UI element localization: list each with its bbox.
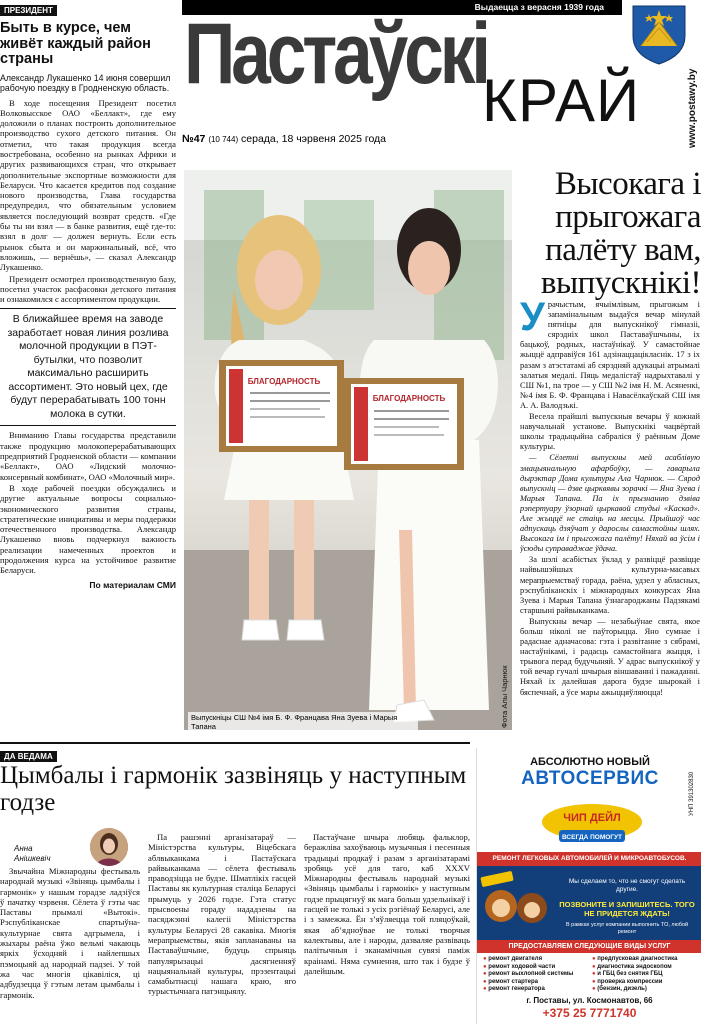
ad-call-to-action: ПОЗВОНИТЕ И ЗАПИШИТЕСЬ. ТОГО НЕ ПРИДЕТСЯ ЖДАТЬ! (559, 900, 695, 918)
newspaper-subtitle: КРАЙ (482, 67, 641, 134)
car-service-advertisement (476, 748, 701, 1024)
coat-of-arms-icon (627, 2, 691, 66)
photo-caption: Выпускніцы СШ №4 імя Б. Ф. Францава Яна Зуева і Марыя Тапана (188, 712, 418, 732)
main-article-body (520, 300, 700, 740)
highlight-box: В ближайшее время на заводе заработает новая линия розлива молочной продукции в ПЭТ-бутылки, что позволит максимально расширить ассортимент. Это новый цех, где будут перерабатывать 100 тонн молока в сутки. (0, 308, 176, 426)
article-paragraph: рачыстым, ячыімлівым, прыгожым і запамінальным выдаўся вечар мінулай пятніцы для выпускнікоў гімназіі, сярэдніх школ Паставаўшчыны, іх бацькоў, родных, настаўнікаў. У самастойнае жыццё адправіўся 161 адзінаццацікласнік. 17 з іх разам з атэстатамі аб сярэдняй адукацыі атрымалі залатыя медалі. Пяць медалістаў надрыхтавалі у СШ №1, па трое — у СШ №2 імя Н. М. Асяненкі, №4 імя Б. Ф. Францава і Навасёлкаўскай СШ імя А. А. Валодзькі. (520, 300, 700, 410)
service-item: ● ремонт двигателя (483, 956, 588, 964)
author-avatar (90, 828, 128, 866)
author-name: Анна Анішкевіч (14, 844, 51, 863)
article-headline: Цымбалы і гармонік зазвіняць у наступным годзе (0, 762, 467, 816)
website-url[interactable]: www.postawy.by (687, 68, 698, 148)
service-item: ● проверка компрессии (592, 979, 697, 987)
section-tag: ДА ВЕДАМА (0, 751, 57, 762)
ad-services-heading: ПРЕДОСТАВЛЯЕМ СЛЕДУЮЩИЕ ВИДЫ УСЛУГ (477, 940, 701, 953)
issue-line: №47 (10 744) серада, 18 чэрвеня 2025 года (182, 133, 387, 145)
brand-logo (537, 800, 647, 848)
service-item: ● диагностика эндоскопом (592, 964, 697, 972)
section-divider (0, 742, 470, 744)
ad-phone[interactable]: +375 25 7771740 (542, 1006, 637, 1020)
service-item: ● (бензин, дизель) (592, 986, 697, 994)
ad-services-list (483, 956, 697, 994)
article-paragraph: Вниманию Главы государства представили также продукцию молокоперерабатывающих предприятий Гродненской области — компании «Беллакт», ОАО «Лидский молочно-консервный комбинат», ОАО «Молочный мир». (0, 430, 176, 482)
article-paragraph: Президент осмотрел производственную базу, посетил участок расфасовки детского питания и ознакомился с ассортиментом продукции. (0, 273, 176, 305)
section-tag: ПРЕЗИДЕНТ (0, 5, 57, 16)
article-column (0, 866, 140, 1024)
ad-header: АБСОЛЮТНО НОВЫЙ АВТОСЕРВИС (521, 756, 659, 789)
ad-message: Мы сделаем то, что не смогут сделать другие. (568, 878, 686, 893)
article-paragraph: Звычайна Міжнародны фестываль народнай музыкі «Звіняць цымбалы і гармонік» у нашым горадзе ладзіўся ў пачатку чэрвеня. Сёлета ў гэты час Паставы прымалі «Вытокі». Рэспубліканскае спартыўна-культурнае свята адгрымела, і жыхары раёна ўжо вельмі чакаюць яркіх ўсходняй і найлепшых пэмоцыяй ад народнай падзеі. У той жа час многія цікавіліся, ці адбудзецца ў гэтым летам цымбалы і гармонік. (0, 866, 140, 1000)
cartoon-mascots-icon (477, 866, 557, 940)
svg-text:ЧИП ДЕЙЛ: ЧИП ДЕЙЛ (563, 812, 621, 824)
article-paragraph: Выпускны вечар — незабыўнае свята, якое больш ніколі не паўторыцца. Яно сумнае і радаснае адначасова: гэта і развітанне з сябрамі, настаўнікамі, і радасць самастойнага жыцця, і трывога перад будучыняй. У адрас выпускнікоў у той вечар гучалі шчырыя віншаванні і пажаданні. Няхай іх далейшая дарога будзе шырокай і бяспечнай, а ўсе мары ажыццяўляюцца! (520, 616, 700, 697)
diploma-frame-right (344, 378, 464, 470)
article-paragraph: За шэлі асабістых ўклад у развіццё развіцце найвышэйшых культурна-масавых мерапрыемстваў горада, раёна, удзел у абласных, рэспубліканскіх і міжнародных конкурсах Яна Зуева і Марыя Тапана ўзнагароджаны Падзякамі старшыні райвыканкама. (520, 555, 700, 615)
photo-credit: Фота Алы Чарнюк (500, 665, 509, 728)
ad-note: В рамках услуг компании выполнить ТО, любой ремонт (565, 922, 689, 935)
diploma-title: БЛАГОДАРНОСТЬ (372, 394, 446, 403)
article-paragraph: В ходе посещения Президент посетил Волковысское ОАО «Беллакт», где ему доложили о планах построить дополнительное производство сухого детского питания. Он отметил, что такая продукция всегда востребована, особенно на рынках Африки и других развивающихся стран, что открывает дополнительные экспортные возможности для Беларуси. Что касается кредитов под создание нового производства, Глава государства предупредил, что обязательным условием является последующий возврат средств. «Где бы ты ни взял — в банке развития, ещё где-то: взял в долг — должен вернуть. Если есть рынок сбыта и он маржинальный, всё, что вложишь, — вернёшь», — сказал Александр Лукашенко. (0, 97, 176, 273)
service-item: ● и ГБЦ без снятия ГБЦ (592, 971, 697, 979)
service-item: ● ремонт выхлопной системы (483, 971, 588, 979)
masthead (182, 0, 701, 150)
svg-text:ВСЕГДА ПОМОГУТ: ВСЕГДА ПОМОГУТ (561, 834, 623, 841)
since-banner: Выдаецца з верасня 1939 года (182, 0, 622, 15)
service-item: ● ремонт генератора (483, 986, 588, 994)
drop-cap: У (520, 300, 545, 339)
service-item: ● ремонт ходовой части (483, 964, 588, 972)
article-paragraph: — Сёлетні выпускны мей асаблівую эмацыянальную афарбоўку, — гаварыла дырэктар Дома культуры Ала Чарнюк. — Сярод выпускніц — дзве цырквявы зорачкі — Яна Зуева і Марыя Тапана. Па іх прызнанню дзвіва рэпертуару ўзорнай цыркавой студыі «Каскад». Але жыццё не стаіць на месцы. Прыйшоў час адпускаць дзяўчат у дарослы самастойны шлях. Высокага ім і прыгожага палёту! Няхай ва ўсім і ўсюды суправаджае ўдача. (520, 453, 700, 554)
article-paragraph: Пастаўчане шчыра любяць фальклор, беражліва захоўваюць музычныя і песенныя традыцыі продкаў і разам з арганізатарамі зробяць усё для таго, каб XXXV Міжнародны фестываль народнай музыкі «Звіняць цымбалы і гармонік» у наступным годзе прыцягнуў як мага больш удзельнікаў і гасцей не толькі з усіх рэгіёнаў Беларусі, але і з замежжа. Ён з’яўляецца той пляцоўкай, якая аб’ядноўвае не толькі творчыя калектывы, але і народы, дазваляе развіваць палітычныя і эканамічныя сувязі паміж краінамі. Няма сумнення, што так і будзе ў далейшым. (304, 832, 470, 976)
article-paragraph: В ходе рабочей поездки обсуждались и другие актуальные вопросы социально-экономического развития страны, стратегические инициативы и меры поддержки отечественного производства. Александр Лукашенко вновь подчеркнул важность реализации намеченных проектов и продолжения курса на устойчивое развитие Беларуси. (0, 482, 176, 576)
article-headline: Быть в курсе, чем живёт каждый район страны (0, 20, 151, 67)
article-source: По материалам СМИ (89, 579, 176, 590)
ad-registration: УНП 391302830 (689, 771, 695, 816)
diploma-title: БЛАГОДАРНОСТЬ (247, 377, 321, 386)
article-paragraph: Па рашэнні арганізатараў — Міністэрства культуры, Віцебскага аблвыканкама і Пастаўскага райвыканкама — сёлета фестываль праводзіцца не будзе. Шматлікіх гасцей Паставы як культурная сталіца Беларусі прымуць у 2026 годзе. Гэта статус прысвоены гораду нададзены на пасяджэнні калегіі Міністэрства культуры Беларусі 28 сакавіка. Многія мерапрыемствы, якія запланаваны на Паставаўшчыне, будуць спрыяць папулярызацыі дасягненняў нацыянальнай культуры, прэзентацыі самабытнасці нашага краю, яго турыстычнага патэнцыялу. (148, 832, 296, 997)
diploma-frame-left (219, 360, 344, 452)
ad-banner: РЕМОНТ ЛЕГКОВЫХ АВТОМОБИЛЕЙ И МИКРОАВТОБУСОВ. (477, 852, 701, 866)
issue-date: серада, 18 чэрвеня 2025 года (241, 133, 387, 145)
main-headline: Высокага і прыгожага палёту вам, выпускнікі! (540, 166, 701, 301)
ad-promo (477, 866, 701, 940)
article-column (148, 832, 296, 1024)
article-column (304, 832, 470, 1024)
service-item: ● предпусковая диагностика (592, 956, 697, 964)
author-byline (0, 830, 140, 870)
newspaper-title: Пастаўскі (184, 6, 487, 102)
article-lead: Александр Лукашенко 14 июня совершил рабочую поездку в Гродненскую область. (0, 72, 171, 93)
graduates-photo (184, 170, 512, 730)
president-article (0, 0, 176, 740)
service-item: ● ремонт стартера (483, 979, 588, 987)
article-paragraph: Весела прайшлі выпускныя вечары ў кожнай навучальнай установе. Выпускнікі чацвёртай школы традыцыйна сабраліся ў раённым Доме культуры. (520, 412, 700, 452)
ad-address: г. Поставы, ул. Космонавтов, 66 (526, 996, 653, 1005)
